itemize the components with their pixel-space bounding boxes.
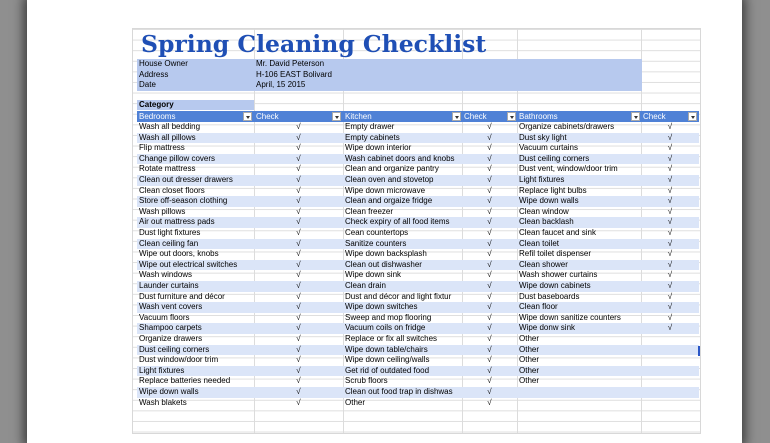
table-row bbox=[137, 164, 699, 175]
kitchen-task[interactable]: Cean countertops bbox=[345, 228, 409, 237]
page-title: Spring Cleaning Checklist bbox=[141, 30, 487, 58]
kitchen-task[interactable]: Vacuum coils on fridge bbox=[345, 323, 426, 333]
filter-dropdown-icon[interactable] bbox=[243, 112, 252, 121]
kitchen-check[interactable]: √ bbox=[487, 323, 492, 333]
table-row bbox=[137, 334, 699, 345]
kitchen-task[interactable]: Wipe down ceiling/walls bbox=[345, 355, 430, 365]
bathroom-task[interactable]: Other bbox=[519, 344, 540, 354]
bedroom-check[interactable]: √ bbox=[296, 323, 301, 333]
table-row bbox=[137, 122, 699, 133]
bedroom-check[interactable]: √ bbox=[296, 344, 301, 354]
kitchen-task[interactable]: Check expiry of all food items bbox=[345, 217, 450, 227]
bedroom-check[interactable]: √ bbox=[296, 376, 301, 386]
title-row bbox=[133, 29, 700, 59]
table-row bbox=[137, 302, 699, 313]
bathroom-task[interactable]: Wipe down walls bbox=[519, 196, 579, 206]
bedroom-check[interactable]: √ bbox=[296, 387, 301, 396]
bedroom-check[interactable]: √ bbox=[296, 228, 301, 237]
bathroom-task[interactable] bbox=[517, 398, 641, 409]
bathroom-check[interactable]: √ bbox=[667, 270, 673, 280]
filter-dropdown-icon[interactable] bbox=[332, 112, 341, 121]
kitchen-check[interactable]: √ bbox=[487, 376, 492, 386]
bedroom-task[interactable]: Wash all bedding bbox=[139, 122, 201, 131]
table-row bbox=[137, 133, 699, 144]
bedroom-task[interactable]: Launder curtains bbox=[139, 281, 199, 290]
kitchen-task[interactable]: Clean freezer bbox=[345, 206, 394, 216]
table-row bbox=[137, 239, 699, 250]
bathroom-check[interactable]: √ bbox=[667, 323, 673, 333]
kitchen-check[interactable]: √ bbox=[487, 334, 492, 343]
bedroom-task[interactable]: Replace batteries needed bbox=[139, 376, 231, 386]
kitchen-check[interactable]: √ bbox=[487, 185, 492, 195]
bathroom-check[interactable] bbox=[641, 345, 699, 356]
kitchen-check[interactable]: √ bbox=[487, 302, 492, 312]
table-row bbox=[137, 175, 699, 186]
kitchen-task[interactable]: Scrub floors bbox=[345, 376, 388, 386]
header-label: Check bbox=[256, 112, 279, 121]
bedroom-task[interactable]: Dust ceiling corners bbox=[139, 344, 210, 354]
info-label: House Owner bbox=[139, 59, 188, 68]
bathroom-task[interactable]: Wipe down cabinets bbox=[519, 281, 591, 290]
bedroom-check[interactable]: √ bbox=[296, 153, 301, 163]
table-row bbox=[137, 292, 699, 303]
kitchen-task[interactable]: Other bbox=[345, 397, 366, 407]
bedroom-task[interactable]: Light fixtures bbox=[139, 365, 185, 375]
table-row bbox=[137, 281, 699, 292]
table-row bbox=[137, 376, 699, 387]
bedroom-check[interactable]: √ bbox=[296, 238, 301, 248]
bathroom-check[interactable]: √ bbox=[667, 291, 673, 301]
table-row bbox=[137, 228, 699, 239]
bathroom-task[interactable]: Refil toilet dispenser bbox=[519, 249, 592, 259]
table-header bbox=[137, 111, 699, 122]
bedroom-task[interactable]: Air out mattress pads bbox=[139, 217, 215, 227]
bathroom-check[interactable]: √ bbox=[667, 302, 673, 312]
bedroom-check[interactable]: √ bbox=[296, 217, 301, 227]
info-value[interactable]: April, 15 2015 bbox=[256, 80, 306, 90]
bathroom-task[interactable] bbox=[517, 387, 641, 398]
filter-dropdown-icon[interactable] bbox=[631, 112, 640, 121]
kitchen-task[interactable]: Clean and orgaize fridge bbox=[345, 196, 433, 206]
table-row bbox=[137, 345, 699, 356]
bedroom-check[interactable]: √ bbox=[296, 185, 301, 195]
bathroom-check[interactable]: √ bbox=[667, 312, 673, 322]
table-row bbox=[137, 143, 699, 154]
bathroom-task[interactable]: Other bbox=[519, 355, 540, 365]
bathroom-check[interactable]: √ bbox=[667, 153, 673, 163]
bathroom-check[interactable]: √ bbox=[667, 238, 673, 248]
bathroom-task[interactable]: Clean floor bbox=[519, 302, 558, 312]
bathroom-check[interactable]: √ bbox=[667, 249, 673, 259]
bedroom-check[interactable]: √ bbox=[296, 206, 301, 216]
bathroom-task[interactable]: Other bbox=[519, 376, 540, 386]
kitchen-check[interactable]: √ bbox=[487, 387, 492, 396]
kitchen-check[interactable]: √ bbox=[487, 238, 492, 248]
kitchen-check[interactable]: √ bbox=[487, 355, 492, 365]
bedroom-check[interactable]: √ bbox=[296, 334, 301, 343]
kitchen-task[interactable]: Wipe down switches bbox=[345, 302, 418, 312]
bathroom-task[interactable]: Wipe down sanitize counters bbox=[519, 312, 621, 322]
kitchen-task[interactable]: Clean oven and stovetop bbox=[345, 175, 434, 184]
bedroom-check[interactable]: √ bbox=[296, 196, 301, 206]
filter-dropdown-icon[interactable] bbox=[452, 112, 461, 121]
bedroom-task[interactable]: Dust window/door trim bbox=[139, 355, 219, 365]
kitchen-check[interactable]: √ bbox=[487, 270, 492, 280]
kitchen-check[interactable]: √ bbox=[487, 397, 492, 407]
kitchen-check[interactable]: √ bbox=[487, 291, 492, 301]
bedroom-task[interactable]: Organize drawers bbox=[139, 334, 203, 343]
bedroom-check[interactable]: √ bbox=[296, 365, 301, 375]
kitchen-check[interactable]: √ bbox=[487, 249, 492, 259]
bedroom-check[interactable]: √ bbox=[296, 122, 301, 131]
bathroom-check[interactable]: √ bbox=[667, 281, 673, 290]
bathroom-check[interactable] bbox=[641, 334, 699, 345]
kitchen-task[interactable]: Clean out food trap in dishwas bbox=[345, 387, 453, 396]
kitchen-check[interactable]: √ bbox=[487, 312, 492, 322]
kitchen-check[interactable]: √ bbox=[487, 259, 492, 269]
kitchen-task[interactable]: Sanitize counters bbox=[345, 238, 407, 248]
header-label: Bedrooms bbox=[139, 112, 176, 121]
bedroom-task[interactable]: Wash pillows bbox=[139, 206, 186, 216]
table-row bbox=[137, 217, 699, 228]
table-row bbox=[137, 249, 699, 260]
table-row bbox=[137, 323, 699, 334]
bathroom-task[interactable]: Other bbox=[519, 334, 540, 343]
bedroom-task[interactable]: Wash all pillows bbox=[139, 132, 196, 142]
bathroom-task[interactable]: Organize cabinets/drawers bbox=[519, 122, 615, 131]
bedroom-check[interactable]: √ bbox=[296, 312, 301, 322]
table-row bbox=[137, 398, 699, 409]
bathroom-task[interactable]: Clean backlash bbox=[519, 217, 574, 227]
header-check-bathrooms bbox=[641, 111, 699, 122]
header-check-kitchen bbox=[462, 111, 517, 122]
header-check-bedrooms bbox=[254, 111, 343, 122]
bathroom-check[interactable]: √ bbox=[667, 185, 673, 195]
table-row bbox=[137, 186, 699, 197]
kitchen-task[interactable]: Wipe down microwave bbox=[345, 185, 426, 195]
bathroom-task[interactable]: Wash shower curtains bbox=[519, 270, 598, 280]
table-row bbox=[137, 387, 699, 398]
bedroom-task[interactable]: Wash vent covers bbox=[139, 302, 203, 312]
bedroom-check[interactable]: √ bbox=[296, 302, 301, 312]
bathroom-check[interactable] bbox=[641, 366, 699, 377]
header-label: Bathrooms bbox=[519, 112, 558, 121]
kitchen-check[interactable]: √ bbox=[487, 122, 492, 131]
kitchen-task[interactable]: Empty cabinets bbox=[345, 132, 400, 142]
info-label: Address bbox=[139, 69, 169, 79]
table-row bbox=[137, 154, 699, 165]
info-block bbox=[137, 59, 642, 91]
kitchen-check[interactable]: √ bbox=[487, 365, 492, 375]
bathroom-task[interactable]: Clean faucet and sink bbox=[519, 228, 596, 237]
kitchen-check[interactable]: √ bbox=[487, 344, 492, 354]
bathroom-check[interactable]: √ bbox=[667, 196, 673, 206]
bathroom-task[interactable]: Dust sky light bbox=[519, 132, 567, 142]
bathroom-task[interactable]: Dust baseboards bbox=[519, 291, 580, 301]
bedroom-check[interactable]: √ bbox=[296, 281, 301, 290]
kitchen-check[interactable]: √ bbox=[487, 228, 492, 237]
kitchen-task[interactable]: Wipe down interior bbox=[345, 143, 412, 153]
header-label: Check bbox=[464, 112, 487, 121]
document-page bbox=[27, 0, 742, 443]
bedroom-check[interactable]: √ bbox=[296, 355, 301, 365]
table-row bbox=[137, 313, 699, 324]
table-row bbox=[137, 196, 699, 207]
kitchen-check[interactable]: √ bbox=[487, 175, 492, 184]
kitchen-task[interactable]: Get rid of outdated food bbox=[345, 365, 430, 375]
bedroom-task[interactable]: Wash windows bbox=[139, 270, 193, 280]
bedroom-task[interactable]: Clean out dresser drawers bbox=[139, 175, 233, 184]
table-row bbox=[137, 207, 699, 218]
bedroom-check[interactable]: √ bbox=[296, 397, 301, 407]
kitchen-check[interactable]: √ bbox=[487, 217, 492, 227]
bathroom-check[interactable]: √ bbox=[667, 175, 673, 184]
category-label: Category bbox=[137, 100, 254, 110]
kitchen-task[interactable]: Dust and décor and light fixtur bbox=[345, 291, 452, 301]
kitchen-task[interactable]: Wash cabinet doors and knobs bbox=[345, 153, 455, 163]
table-row bbox=[137, 366, 699, 377]
bedroom-check[interactable]: √ bbox=[296, 143, 301, 153]
header-label: Kitchen bbox=[345, 112, 372, 121]
bedroom-check[interactable]: √ bbox=[296, 259, 301, 269]
bedroom-task[interactable]: Clean closet floors bbox=[139, 185, 205, 195]
kitchen-task[interactable]: Clean and organize pantry bbox=[345, 164, 439, 174]
bathroom-check[interactable]: √ bbox=[667, 217, 673, 227]
kitchen-task[interactable]: Wipe down table/chairs bbox=[345, 344, 428, 354]
bathroom-task[interactable]: Replace light bulbs bbox=[519, 185, 587, 195]
bedroom-task[interactable]: Wash blakets bbox=[139, 397, 187, 407]
bathroom-check[interactable] bbox=[641, 376, 699, 387]
bedroom-check[interactable]: √ bbox=[296, 132, 301, 142]
kitchen-task[interactable]: Empty drawer bbox=[345, 122, 395, 131]
bathroom-check[interactable] bbox=[641, 387, 699, 398]
bathroom-task[interactable]: Dust vent, window/door trim bbox=[519, 164, 618, 174]
spreadsheet bbox=[132, 28, 701, 434]
bathroom-check[interactable]: √ bbox=[667, 132, 673, 142]
bathroom-task[interactable]: Clean window bbox=[519, 206, 569, 216]
kitchen-task[interactable]: Wipe down backsplash bbox=[345, 249, 427, 259]
bedroom-task[interactable]: Dust furniture and décor bbox=[139, 291, 225, 301]
table-row bbox=[137, 270, 699, 281]
bedroom-check[interactable]: √ bbox=[296, 291, 301, 301]
cell-selection-marker bbox=[698, 346, 700, 356]
kitchen-check[interactable]: √ bbox=[487, 281, 492, 290]
filter-dropdown-icon[interactable] bbox=[688, 112, 697, 121]
bathroom-check[interactable]: √ bbox=[667, 259, 673, 269]
kitchen-task[interactable]: Wipe down sink bbox=[345, 270, 402, 280]
table-row bbox=[137, 260, 699, 271]
bedroom-task[interactable]: Wipe out electrical switches bbox=[139, 259, 238, 269]
bathroom-task[interactable]: Clean shower bbox=[519, 259, 568, 269]
bathroom-check[interactable] bbox=[641, 398, 699, 409]
bedroom-task[interactable]: Change pillow covers bbox=[139, 153, 216, 163]
bedroom-check[interactable]: √ bbox=[296, 175, 301, 184]
kitchen-check[interactable]: √ bbox=[487, 164, 492, 174]
header-kitchen bbox=[343, 111, 462, 122]
kitchen-task[interactable]: Sweep and mop flooring bbox=[345, 312, 432, 322]
bathroom-task[interactable]: Light fixtures bbox=[519, 175, 565, 184]
bathroom-check[interactable]: √ bbox=[667, 143, 673, 153]
info-label: Date bbox=[139, 80, 156, 90]
bedroom-check[interactable]: √ bbox=[296, 270, 301, 280]
bathroom-task[interactable]: Dust ceiling corners bbox=[519, 153, 590, 163]
bedroom-task[interactable]: Wipe down walls bbox=[139, 387, 199, 396]
info-value[interactable]: H-106 EAST Bolivard bbox=[256, 69, 332, 79]
bathroom-task[interactable]: Wipe donw sink bbox=[519, 323, 576, 333]
bathroom-task[interactable]: Clean toilet bbox=[519, 238, 560, 248]
bathroom-check[interactable]: √ bbox=[667, 164, 673, 174]
bedroom-task[interactable]: Dust light fixtures bbox=[139, 228, 201, 237]
filter-dropdown-icon[interactable] bbox=[507, 112, 516, 121]
bathroom-task[interactable]: Other bbox=[519, 365, 540, 375]
header-bathrooms bbox=[517, 111, 641, 122]
bathroom-check[interactable] bbox=[641, 355, 699, 366]
header-bedrooms bbox=[137, 111, 254, 122]
bedroom-task[interactable]: Store off-season clothing bbox=[139, 196, 228, 206]
bedroom-task[interactable]: Rotate mattress bbox=[139, 164, 196, 174]
info-value[interactable]: Mr. David Peterson bbox=[256, 59, 325, 68]
kitchen-check[interactable]: √ bbox=[487, 153, 492, 163]
bathroom-check[interactable]: √ bbox=[667, 228, 673, 237]
bathroom-check[interactable]: √ bbox=[667, 206, 673, 216]
bathroom-task[interactable]: Vacuum curtains bbox=[519, 143, 578, 153]
header-label: Check bbox=[643, 112, 666, 121]
kitchen-check[interactable]: √ bbox=[487, 206, 492, 216]
bathroom-check[interactable]: √ bbox=[667, 122, 673, 131]
bedroom-task[interactable]: Shampoo carpets bbox=[139, 323, 202, 333]
kitchen-task[interactable]: Clean drain bbox=[345, 281, 386, 290]
bedroom-task[interactable]: Flip mattress bbox=[139, 143, 185, 153]
kitchen-check[interactable]: √ bbox=[487, 196, 492, 206]
bedroom-check[interactable]: √ bbox=[296, 249, 301, 259]
bedroom-check[interactable]: √ bbox=[296, 164, 301, 174]
table-row bbox=[137, 355, 699, 366]
bedroom-task[interactable]: Vacuum floors bbox=[139, 312, 190, 322]
kitchen-check[interactable]: √ bbox=[487, 132, 492, 142]
bedroom-task[interactable]: Clean ceiling fan bbox=[139, 238, 199, 248]
bedroom-task[interactable]: Wipe out doors, knobs bbox=[139, 249, 219, 259]
kitchen-task[interactable]: Replace or fix all switches bbox=[345, 334, 438, 343]
kitchen-check[interactable]: √ bbox=[487, 143, 492, 153]
kitchen-task[interactable]: Clean out dishwasher bbox=[345, 259, 422, 269]
